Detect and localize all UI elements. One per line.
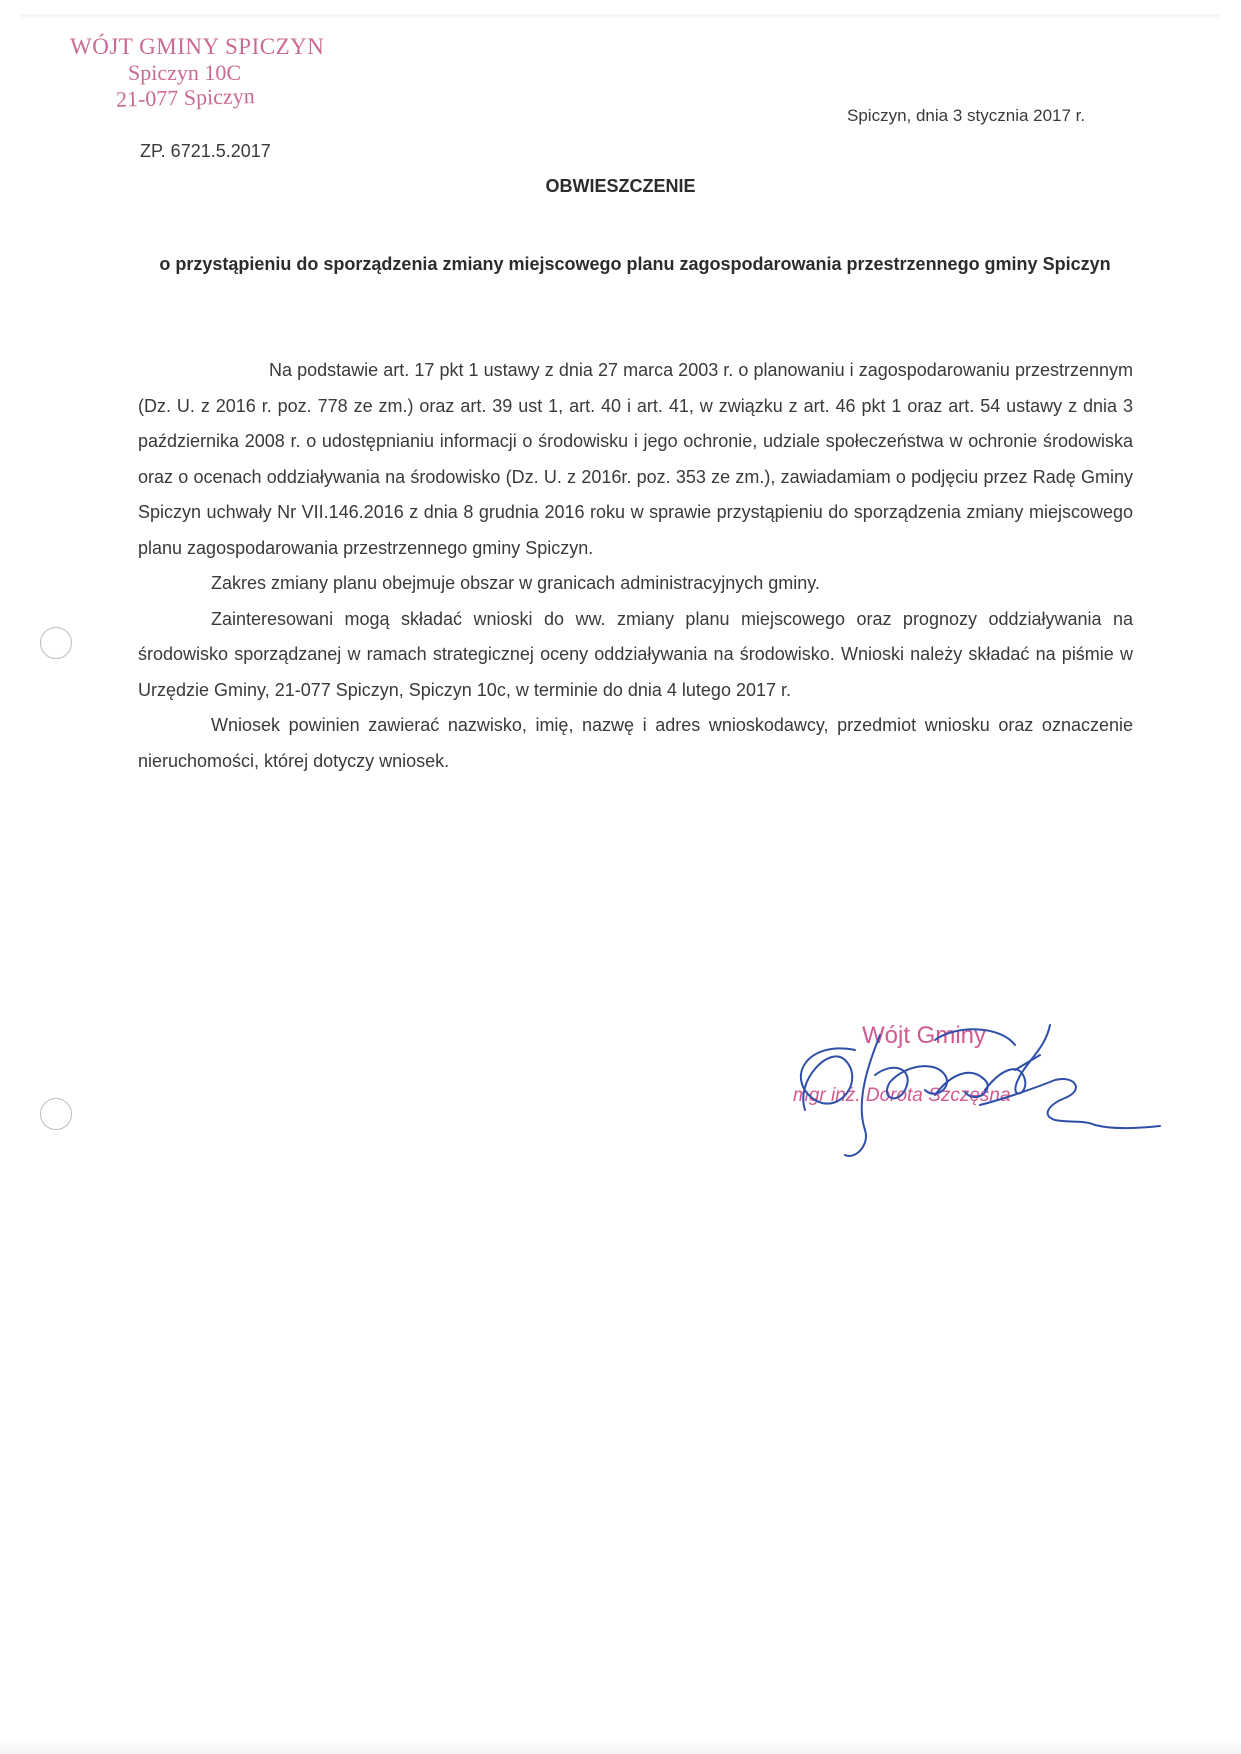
paragraph-scope: Zakres zmiany planu obejmuje obszar w granicach administracyjnych gminy.	[211, 573, 820, 593]
punch-hole-icon	[40, 627, 72, 659]
handwritten-signature-icon	[785, 1020, 1165, 1170]
punch-hole-icon	[40, 1098, 72, 1130]
stamp-line-street: Spiczyn 10C	[128, 60, 242, 85]
signature-stamp-title: Wójt Gminy	[862, 1022, 987, 1049]
scan-edge-top	[20, 14, 1220, 20]
document-body	[138, 353, 1133, 779]
reference-number: ZP. 6721.5.2017	[140, 141, 271, 161]
signature-stamp-name: mgr inż. Dorota Szczęsna	[793, 1085, 1011, 1106]
document-date: Spiczyn, dnia 3 stycznia 2017 r.	[847, 106, 1086, 125]
stamp-line-office: WÓJT GMINY SPICZYN	[70, 34, 325, 59]
document-title: OBWIESZCZENIE	[545, 176, 696, 196]
stamp-line-postcode: 21-077 Spiczyn	[115, 83, 256, 112]
paragraph-requirements: Wniosek powinien zawierać nazwisko, imię, nazwę i adres wnioskodawcy, przedmiot wniosku oraz oznaczenie nieruchomości, której dotyczy wniosek.	[138, 715, 1133, 771]
scan-edge-bottom	[0, 1740, 1241, 1754]
office-stamp	[70, 34, 324, 110]
paragraph-submissions: Zainteresowani mogą składać wnioski do ww. zmiany planu miejscowego oraz prognozy oddziaływania na środowisko sporządzanej w ramach strategicznej oceny oddziaływania na środowisko. Wnioski należy składać na piśmie w Urzędzie Gminy, 21-077 Spiczyn, Spiczyn 10c, w terminie do dnia 4 lutego 2017 r.	[138, 608, 1133, 700]
document-subtitle: o przystąpieniu do sporządzenia zmiany miejscowego planu zagospodarowania przestrzennego gminy Spiczyn	[159, 254, 1111, 274]
paragraph-legal-basis: Na podstawie art. 17 pkt 1 ustawy z dnia 27 marca 2003 r. o planowaniu i zagospodarowaniu przestrzennym (Dz. U. z 2016 r. poz. 778 ze zm.) oraz art. 39 ust 1, art. 40 i art. 41, w związku z art. 46 pkt 1 oraz art. 54 ustawy z dnia 3 października 2008 r. o udostępnianiu informacji o środowisku i jego ochronie, udziale społeczeństwa w ochronie środowiska oraz o ocenach oddziaływania na środowisko (Dz. U. z 2016r. poz. 353 ze zm.), zawiadamiam o podjęciu przez Radę Gminy Spiczyn uchwały Nr VII.146.2016 z dnia 8 grudnia 2016 roku w sprawie przystąpieniu do sporządzenia zmiany miejscowego planu zagospodarowania przestrzennego gminy Spiczyn.	[138, 360, 1133, 558]
